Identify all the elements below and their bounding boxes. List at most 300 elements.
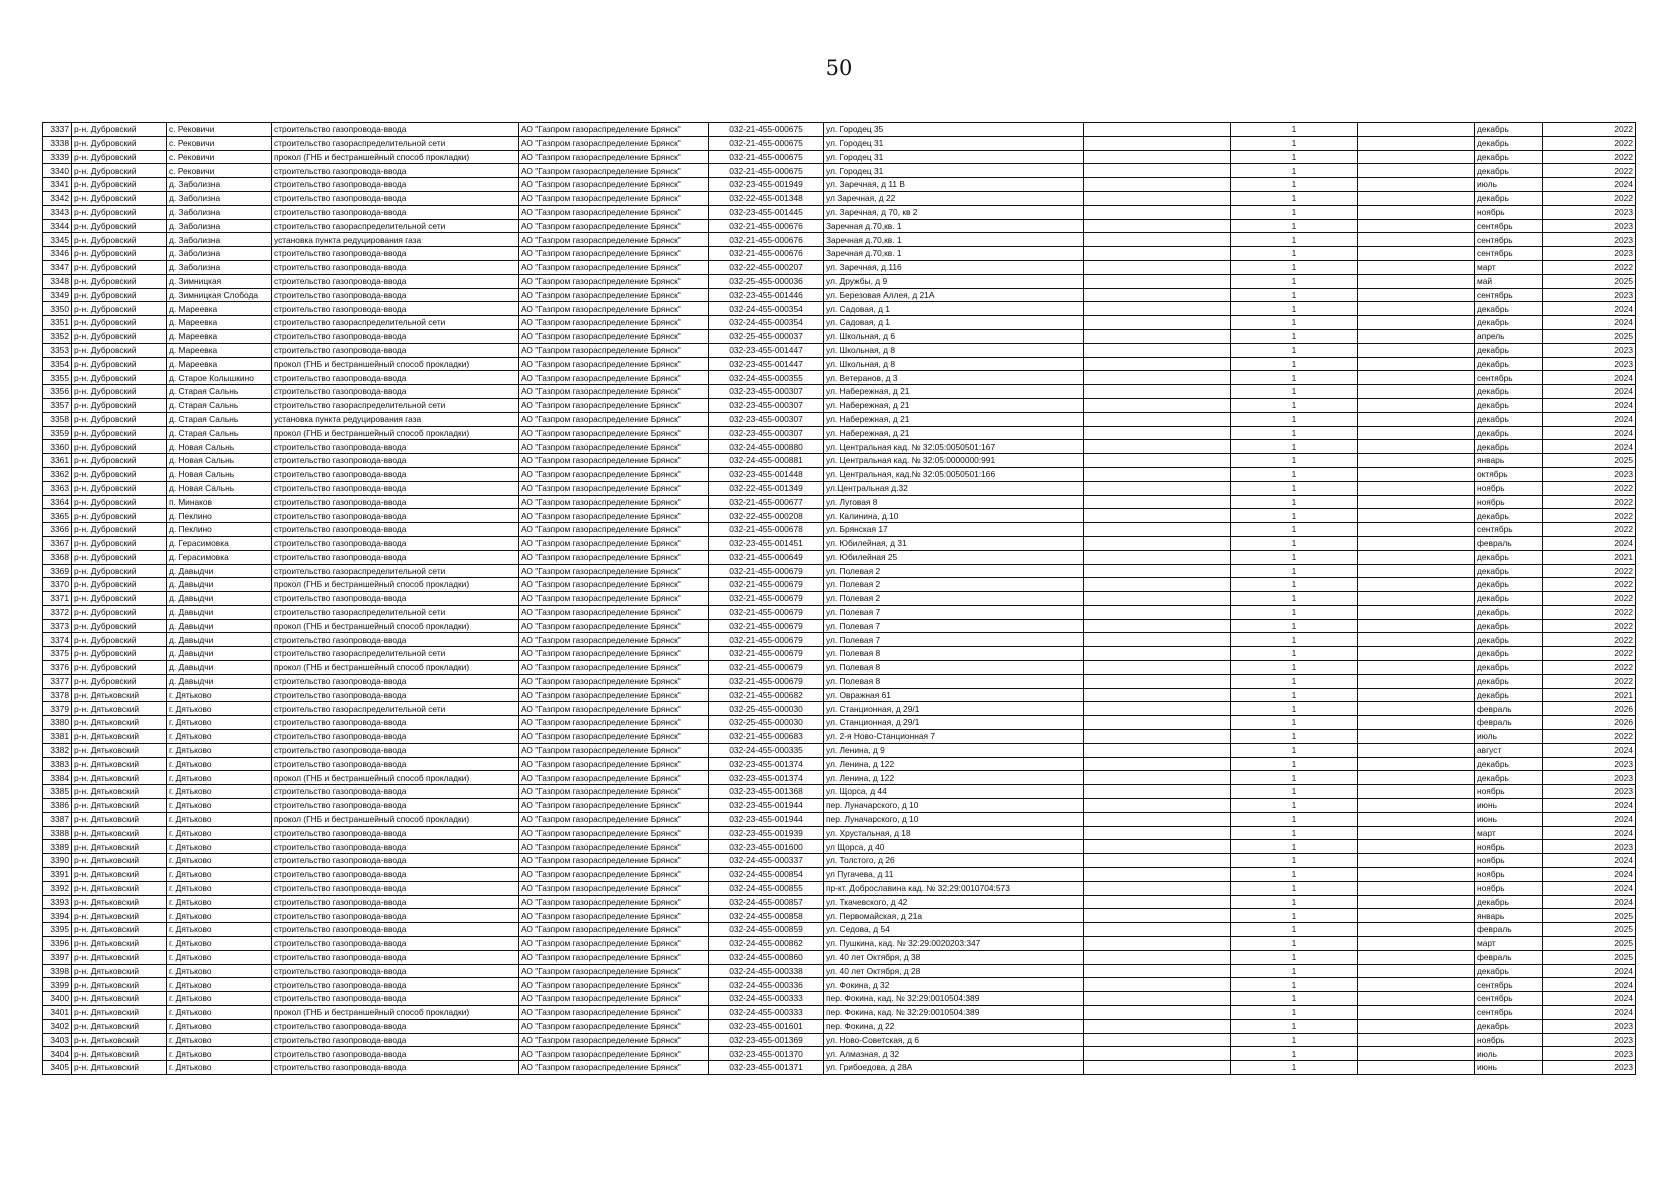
organization-cell: АО "Газпром газораспределение Брянск": [519, 688, 709, 702]
application-number-cell: 032-24-455-000333: [709, 992, 824, 1006]
settlement-cell: г. Дятьково: [167, 730, 272, 744]
address-cell: ул. Школьная, д 8: [824, 357, 1084, 371]
note-cell: [1084, 495, 1231, 509]
settlement-cell: д. Мареевка: [167, 302, 272, 316]
row-number-cell: 3392: [43, 881, 72, 895]
row-number-cell: 3357: [43, 398, 72, 412]
note-cell: [1084, 619, 1231, 633]
work-type-cell: строительство газопровода-ввода: [272, 205, 519, 219]
row-number-cell: 3391: [43, 868, 72, 882]
table-row: [43, 260, 1636, 274]
works-table: [42, 122, 1636, 1075]
work-type-cell: строительство газопровода-ввода: [272, 881, 519, 895]
organization-cell: АО "Газпром газораспределение Брянск": [519, 743, 709, 757]
month-cell: сентябрь: [1475, 233, 1543, 247]
address-cell: ул. Хрустальная, д 18: [824, 826, 1084, 840]
organization-cell: АО "Газпром газораспределение Брянск": [519, 1047, 709, 1061]
note-cell: [1084, 674, 1231, 688]
district-cell: р-н. Дубровский: [72, 467, 167, 481]
table-row: [43, 950, 1636, 964]
quantity-cell: 1: [1231, 730, 1358, 744]
table-row: [43, 1033, 1636, 1047]
application-number-cell: 032-24-455-000857: [709, 895, 824, 909]
quantity-cell: 1: [1231, 647, 1358, 661]
month-cell: декабрь: [1475, 688, 1543, 702]
settlement-cell: г. Дятьково: [167, 964, 272, 978]
year-cell: 2024: [1543, 316, 1636, 330]
quantity-cell: 1: [1231, 329, 1358, 343]
address-cell: ул. Станционная, д 29/1: [824, 702, 1084, 716]
application-number-cell: 032-25-455-000030: [709, 716, 824, 730]
organization-cell: АО "Газпром газораспределение Брянск": [519, 150, 709, 164]
address-cell: пер. Фокина, д 22: [824, 1019, 1084, 1033]
settlement-cell: д. Заболизна: [167, 233, 272, 247]
quantity-cell: 1: [1231, 1019, 1358, 1033]
year-cell: 2021: [1543, 550, 1636, 564]
row-number-cell: 3363: [43, 481, 72, 495]
quantity-cell: 1: [1231, 467, 1358, 481]
organization-cell: АО "Газпром газораспределение Брянск": [519, 564, 709, 578]
district-cell: р-н. Дубровский: [72, 164, 167, 178]
address-cell: ул.Центральная д.32: [824, 481, 1084, 495]
table-row: [43, 605, 1636, 619]
address-cell: ул. Первомайская, д 21а: [824, 909, 1084, 923]
district-cell: р-н. Дубровский: [72, 274, 167, 288]
note-cell: [1084, 950, 1231, 964]
month-cell: сентябрь: [1475, 978, 1543, 992]
row-number-cell: 3374: [43, 633, 72, 647]
year-cell: 2024: [1543, 812, 1636, 826]
row-number-cell: 3349: [43, 288, 72, 302]
quantity-cell: 1: [1231, 992, 1358, 1006]
address-cell: ул. Набережная, д 21: [824, 426, 1084, 440]
note-cell: [1084, 191, 1231, 205]
year-cell: 2022: [1543, 495, 1636, 509]
row-number-cell: 3395: [43, 923, 72, 937]
extra-cell: [1358, 260, 1475, 274]
note-cell: [1084, 785, 1231, 799]
quantity-cell: 1: [1231, 619, 1358, 633]
year-cell: 2022: [1543, 509, 1636, 523]
year-cell: 2022: [1543, 730, 1636, 744]
note-cell: [1084, 605, 1231, 619]
organization-cell: АО "Газпром газораспределение Брянск": [519, 371, 709, 385]
note-cell: [1084, 592, 1231, 606]
table-row: [43, 371, 1636, 385]
extra-cell: [1358, 523, 1475, 537]
month-cell: март: [1475, 937, 1543, 951]
quantity-cell: 1: [1231, 136, 1358, 150]
quantity-cell: 1: [1231, 191, 1358, 205]
table-row: [43, 288, 1636, 302]
organization-cell: АО "Газпром газораспределение Брянск": [519, 730, 709, 744]
application-number-cell: 032-24-455-000855: [709, 881, 824, 895]
row-number-cell: 3351: [43, 316, 72, 330]
year-cell: 2022: [1543, 564, 1636, 578]
work-type-cell: прокол (ГНБ и бестраншейный способ прокладки): [272, 661, 519, 675]
quantity-cell: 1: [1231, 605, 1358, 619]
application-number-cell: 032-21-455-000679: [709, 564, 824, 578]
extra-cell: [1358, 288, 1475, 302]
quantity-cell: 1: [1231, 757, 1358, 771]
extra-cell: [1358, 233, 1475, 247]
quantity-cell: 1: [1231, 509, 1358, 523]
district-cell: р-н. Дубровский: [72, 481, 167, 495]
table-row: [43, 495, 1636, 509]
organization-cell: АО "Газпром газораспределение Брянск": [519, 1033, 709, 1047]
row-number-cell: 3401: [43, 1006, 72, 1020]
year-cell: 2024: [1543, 178, 1636, 192]
district-cell: р-н. Дятьковский: [72, 992, 167, 1006]
application-number-cell: 032-23-455-001939: [709, 826, 824, 840]
application-number-cell: 032-23-455-001446: [709, 288, 824, 302]
application-number-cell: 032-21-455-000679: [709, 578, 824, 592]
year-cell: 2024: [1543, 385, 1636, 399]
table-row: [43, 702, 1636, 716]
organization-cell: АО "Газпром газораспределение Брянск": [519, 536, 709, 550]
settlement-cell: г. Дятьково: [167, 799, 272, 813]
year-cell: 2024: [1543, 426, 1636, 440]
work-type-cell: строительство газопровода-ввода: [272, 191, 519, 205]
month-cell: ноябрь: [1475, 205, 1543, 219]
work-type-cell: строительство газопровода-ввода: [272, 909, 519, 923]
year-cell: 2024: [1543, 992, 1636, 1006]
organization-cell: АО "Газпром газораспределение Брянск": [519, 757, 709, 771]
row-number-cell: 3341: [43, 178, 72, 192]
district-cell: р-н. Дятьковский: [72, 868, 167, 882]
work-type-cell: строительство газопровода-ввода: [272, 785, 519, 799]
table-row: [43, 978, 1636, 992]
settlement-cell: д. Заболизна: [167, 191, 272, 205]
year-cell: 2024: [1543, 964, 1636, 978]
month-cell: декабрь: [1475, 578, 1543, 592]
work-type-cell: строительство газораспределительной сети: [272, 219, 519, 233]
district-cell: р-н. Дятьковский: [72, 743, 167, 757]
settlement-cell: д. Мареевка: [167, 316, 272, 330]
month-cell: февраль: [1475, 923, 1543, 937]
extra-cell: [1358, 799, 1475, 813]
settlement-cell: с. Рековичи: [167, 150, 272, 164]
table-row: [43, 1047, 1636, 1061]
quantity-cell: 1: [1231, 233, 1358, 247]
district-cell: р-н. Дубровский: [72, 385, 167, 399]
work-type-cell: строительство газопровода-ввода: [272, 329, 519, 343]
extra-cell: [1358, 454, 1475, 468]
district-cell: р-н. Дятьковский: [72, 881, 167, 895]
district-cell: р-н. Дубровский: [72, 578, 167, 592]
settlement-cell: г. Дятьково: [167, 909, 272, 923]
note-cell: [1084, 288, 1231, 302]
extra-cell: [1358, 536, 1475, 550]
address-cell: ул. Юбилейная, д 31: [824, 536, 1084, 550]
district-cell: р-н. Дубровский: [72, 412, 167, 426]
note-cell: [1084, 633, 1231, 647]
note-cell: [1084, 854, 1231, 868]
quantity-cell: 1: [1231, 288, 1358, 302]
application-number-cell: 032-24-455-000354: [709, 302, 824, 316]
month-cell: сентябрь: [1475, 288, 1543, 302]
settlement-cell: д. Заболизна: [167, 178, 272, 192]
extra-cell: [1358, 812, 1475, 826]
address-cell: пер. Луначарского, д 10: [824, 812, 1084, 826]
settlement-cell: г. Дятьково: [167, 950, 272, 964]
note-cell: [1084, 398, 1231, 412]
quantity-cell: 1: [1231, 592, 1358, 606]
note-cell: [1084, 123, 1231, 137]
organization-cell: АО "Газпром газораспределение Брянск": [519, 523, 709, 537]
table-row: [43, 316, 1636, 330]
address-cell: Заречная д.70,кв. 1: [824, 247, 1084, 261]
quantity-cell: 1: [1231, 260, 1358, 274]
work-type-cell: строительство газопровода-ввода: [272, 592, 519, 606]
row-number-cell: 3387: [43, 812, 72, 826]
table-row: [43, 150, 1636, 164]
address-cell: ул. Полевая 8: [824, 674, 1084, 688]
month-cell: декабрь: [1475, 605, 1543, 619]
settlement-cell: д. Заболизна: [167, 260, 272, 274]
application-number-cell: 032-23-455-001448: [709, 467, 824, 481]
address-cell: ул. Школьная, д 6: [824, 329, 1084, 343]
extra-cell: [1358, 1019, 1475, 1033]
district-cell: р-н. Дятьковский: [72, 895, 167, 909]
quantity-cell: 1: [1231, 937, 1358, 951]
district-cell: р-н. Дубровский: [72, 260, 167, 274]
month-cell: декабрь: [1475, 964, 1543, 978]
row-number-cell: 3386: [43, 799, 72, 813]
extra-cell: [1358, 509, 1475, 523]
extra-cell: [1358, 992, 1475, 1006]
settlement-cell: г. Дятьково: [167, 771, 272, 785]
work-type-cell: строительство газопровода-ввода: [272, 716, 519, 730]
work-type-cell: строительство газопровода-ввода: [272, 385, 519, 399]
address-cell: ул. Овражная 61: [824, 688, 1084, 702]
quantity-cell: 1: [1231, 785, 1358, 799]
address-cell: ул. Заречная, д 11 В: [824, 178, 1084, 192]
application-number-cell: 032-21-455-000677: [709, 495, 824, 509]
application-number-cell: 032-21-455-000679: [709, 674, 824, 688]
organization-cell: АО "Газпром газораспределение Брянск": [519, 1019, 709, 1033]
year-cell: 2023: [1543, 1061, 1636, 1075]
quantity-cell: 1: [1231, 923, 1358, 937]
address-cell: ул. Садовая, д 1: [824, 302, 1084, 316]
district-cell: р-н. Дубровский: [72, 509, 167, 523]
application-number-cell: 032-24-455-000862: [709, 937, 824, 951]
year-cell: 2024: [1543, 854, 1636, 868]
year-cell: 2024: [1543, 412, 1636, 426]
table-row: [43, 343, 1636, 357]
organization-cell: АО "Газпром газораспределение Брянск": [519, 467, 709, 481]
organization-cell: АО "Газпром газораспределение Брянск": [519, 605, 709, 619]
address-cell: ул Пугачева, д 11: [824, 868, 1084, 882]
work-type-cell: прокол (ГНБ и бестраншейный способ прокладки): [272, 812, 519, 826]
application-number-cell: 032-23-455-001447: [709, 357, 824, 371]
quantity-cell: 1: [1231, 178, 1358, 192]
application-number-cell: 032-21-455-000676: [709, 247, 824, 261]
address-cell: ул. Центральная кад. № 32:05:0050501:167: [824, 440, 1084, 454]
table-row: [43, 840, 1636, 854]
year-cell: 2022: [1543, 619, 1636, 633]
application-number-cell: 032-21-455-000683: [709, 730, 824, 744]
row-number-cell: 3356: [43, 385, 72, 399]
year-cell: 2025: [1543, 329, 1636, 343]
row-number-cell: 3376: [43, 661, 72, 675]
extra-cell: [1358, 371, 1475, 385]
year-cell: 2023: [1543, 205, 1636, 219]
settlement-cell: д. Мареевка: [167, 329, 272, 343]
work-type-cell: строительство газопровода-ввода: [272, 481, 519, 495]
address-cell: ул. Заречная, д.116: [824, 260, 1084, 274]
address-cell: ул. Набережная, д 21: [824, 398, 1084, 412]
district-cell: р-н. Дубровский: [72, 661, 167, 675]
settlement-cell: д. Новая Сальнь: [167, 454, 272, 468]
row-number-cell: 3378: [43, 688, 72, 702]
address-cell: ул. Калинина, д.10: [824, 509, 1084, 523]
work-type-cell: строительство газопровода-ввода: [272, 799, 519, 813]
table-row: [43, 454, 1636, 468]
month-cell: февраль: [1475, 950, 1543, 964]
note-cell: [1084, 150, 1231, 164]
row-number-cell: 3352: [43, 329, 72, 343]
note-cell: [1084, 647, 1231, 661]
settlement-cell: г. Дятьково: [167, 1061, 272, 1075]
application-number-cell: 032-22-455-000207: [709, 260, 824, 274]
quantity-cell: 1: [1231, 950, 1358, 964]
quantity-cell: 1: [1231, 440, 1358, 454]
application-number-cell: 032-23-455-000307: [709, 426, 824, 440]
address-cell: ул. Городец 31: [824, 150, 1084, 164]
work-type-cell: строительство газопровода-ввода: [272, 536, 519, 550]
district-cell: р-н. Дятьковский: [72, 950, 167, 964]
table-row: [43, 799, 1636, 813]
extra-cell: [1358, 771, 1475, 785]
settlement-cell: г. Дятьково: [167, 992, 272, 1006]
year-cell: 2026: [1543, 716, 1636, 730]
quantity-cell: 1: [1231, 1047, 1358, 1061]
address-cell: ул. Полевая 2: [824, 592, 1084, 606]
note-cell: [1084, 523, 1231, 537]
row-number-cell: 3404: [43, 1047, 72, 1061]
row-number-cell: 3375: [43, 647, 72, 661]
organization-cell: АО "Газпром газораспределение Брянск": [519, 495, 709, 509]
month-cell: сентябрь: [1475, 992, 1543, 1006]
month-cell: декабрь: [1475, 757, 1543, 771]
year-cell: 2023: [1543, 467, 1636, 481]
month-cell: сентябрь: [1475, 371, 1543, 385]
organization-cell: АО "Газпром газораспределение Брянск": [519, 426, 709, 440]
work-type-cell: строительство газопровода-ввода: [272, 730, 519, 744]
table-row: [43, 826, 1636, 840]
district-cell: р-н. Дубровский: [72, 605, 167, 619]
settlement-cell: г. Дятьково: [167, 937, 272, 951]
table-row: [43, 247, 1636, 261]
organization-cell: АО "Газпром газораспределение Брянск": [519, 964, 709, 978]
address-cell: ул. Центральная, кад.№ 32:05:0050501:166: [824, 467, 1084, 481]
address-cell: ул. Ленина, д 9: [824, 743, 1084, 757]
work-type-cell: прокол (ГНБ и бестраншейный способ прокладки): [272, 771, 519, 785]
row-number-cell: 3384: [43, 771, 72, 785]
settlement-cell: д. Пеклино: [167, 523, 272, 537]
month-cell: декабрь: [1475, 771, 1543, 785]
month-cell: октябрь: [1475, 467, 1543, 481]
work-type-cell: строительство газопровода-ввода: [272, 178, 519, 192]
row-number-cell: 3342: [43, 191, 72, 205]
address-cell: ул Щорса, д 40: [824, 840, 1084, 854]
district-cell: р-н. Дубровский: [72, 550, 167, 564]
quantity-cell: 1: [1231, 481, 1358, 495]
month-cell: декабрь: [1475, 647, 1543, 661]
note-cell: [1084, 233, 1231, 247]
extra-cell: [1358, 716, 1475, 730]
table-row: [43, 412, 1636, 426]
district-cell: р-н. Дятьковский: [72, 1061, 167, 1075]
settlement-cell: г. Дятьково: [167, 1019, 272, 1033]
quantity-cell: 1: [1231, 661, 1358, 675]
note-cell: [1084, 371, 1231, 385]
settlement-cell: д. Давыдчи: [167, 592, 272, 606]
work-type-cell: строительство газопровода-ввода: [272, 688, 519, 702]
settlement-cell: д. Старая Сальнь: [167, 426, 272, 440]
extra-cell: [1358, 495, 1475, 509]
row-number-cell: 3360: [43, 440, 72, 454]
address-cell: ул. Городец 31: [824, 136, 1084, 150]
note-cell: [1084, 385, 1231, 399]
row-number-cell: 3370: [43, 578, 72, 592]
settlement-cell: г. Дятьково: [167, 688, 272, 702]
month-cell: декабрь: [1475, 550, 1543, 564]
quantity-cell: 1: [1231, 964, 1358, 978]
address-cell: пер. Фокина, кад. № 32:29:0010504:389: [824, 1006, 1084, 1020]
table-body: [43, 123, 1636, 1075]
quantity-cell: 1: [1231, 826, 1358, 840]
settlement-cell: д. Пеклино: [167, 509, 272, 523]
address-cell: ул. 40 лет Октября, д 28: [824, 964, 1084, 978]
row-number-cell: 3398: [43, 964, 72, 978]
quantity-cell: 1: [1231, 495, 1358, 509]
table-row: [43, 619, 1636, 633]
address-cell: ул. Луговая 8: [824, 495, 1084, 509]
note-cell: [1084, 426, 1231, 440]
organization-cell: АО "Газпром газораспределение Брянск": [519, 674, 709, 688]
month-cell: декабрь: [1475, 1019, 1543, 1033]
address-cell: ул. Городец 31: [824, 164, 1084, 178]
application-number-cell: 032-24-455-000881: [709, 454, 824, 468]
table-row: [43, 1019, 1636, 1033]
note-cell: [1084, 661, 1231, 675]
settlement-cell: д. Давыдчи: [167, 605, 272, 619]
address-cell: пер. Фокина, кад. № 32:29:0010504:389: [824, 992, 1084, 1006]
settlement-cell: д. Новая Сальнь: [167, 481, 272, 495]
district-cell: р-н. Дубровский: [72, 191, 167, 205]
application-number-cell: 032-24-455-000338: [709, 964, 824, 978]
table-row: [43, 467, 1636, 481]
row-number-cell: 3359: [43, 426, 72, 440]
work-type-cell: строительство газопровода-ввода: [272, 964, 519, 978]
settlement-cell: г. Дятьково: [167, 881, 272, 895]
quantity-cell: 1: [1231, 1033, 1358, 1047]
quantity-cell: 1: [1231, 1006, 1358, 1020]
note-cell: [1084, 578, 1231, 592]
settlement-cell: д. Мареевка: [167, 357, 272, 371]
settlement-cell: г. Дятьково: [167, 923, 272, 937]
quantity-cell: 1: [1231, 150, 1358, 164]
row-number-cell: 3368: [43, 550, 72, 564]
row-number-cell: 3382: [43, 743, 72, 757]
extra-cell: [1358, 950, 1475, 964]
address-cell: ул. Городец 35: [824, 123, 1084, 137]
application-number-cell: 032-25-455-000030: [709, 702, 824, 716]
table-row: [43, 509, 1636, 523]
district-cell: р-н. Дятьковский: [72, 1047, 167, 1061]
